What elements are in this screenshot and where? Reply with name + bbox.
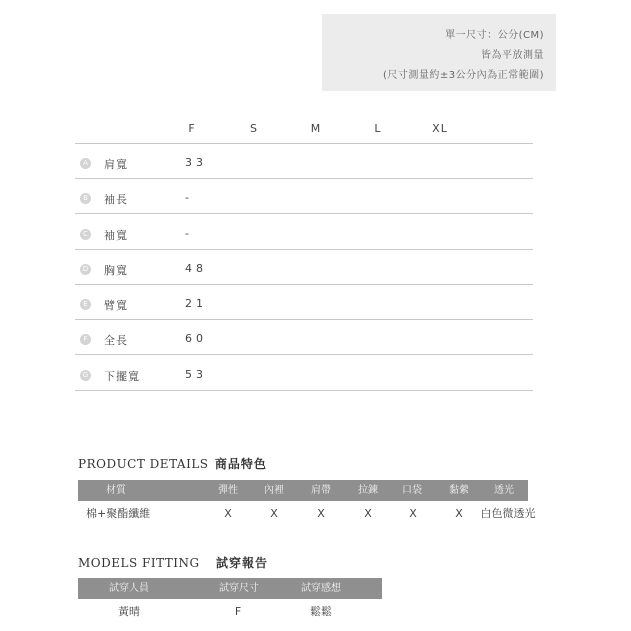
table-divider [75,143,533,144]
row-value: - [185,227,193,240]
row-badge: A [80,158,91,169]
row-badge: G [80,370,91,381]
table-divider [75,390,533,391]
models-fitting-title [78,554,268,571]
models-fitting-title-en: MODELS FITTING [78,556,200,570]
table-divider [75,284,533,285]
row-label: 臂寬 [104,299,128,312]
pd-header-cell: 肩帶 [311,485,331,496]
row-label: 袖長 [104,193,128,206]
row-badge: F [80,334,91,345]
product-details-title-zh: 商品特色 [214,457,267,471]
pd-header-cell: 內裡 [264,485,284,496]
table-divider [75,178,533,179]
pd-value-cell: X [270,507,278,520]
row-badge: D [80,264,91,275]
product-details-row [0,506,631,522]
size-header-cell: L [374,122,382,135]
size-row [0,261,631,281]
pd-value-cell: X [224,507,232,520]
size-row [0,331,631,351]
size-row [0,155,631,175]
product-details-header [78,480,528,501]
table-divider [75,354,533,355]
pd-value-cell: X [364,507,372,520]
size-row [0,296,631,316]
pd-value-cell: 棉+聚酯纖維 [86,507,151,520]
product-details-title [78,455,267,472]
row-badge: E [80,299,91,310]
row-label: 肩寬 [104,158,128,171]
pd-header-cell: 黏縈 [449,485,469,496]
size-header-cell: XL [432,122,448,135]
note-tolerance: (尺寸測量約±3公分內為正常範圍) [382,70,544,81]
models-fitting-header [78,578,382,599]
size-header-cell: M [310,122,322,135]
note-unit: 單一尺寸：公分(CM) [445,30,544,41]
row-value: - [185,191,193,204]
row-value: 33 [185,156,207,169]
size-table-header [0,122,631,138]
pd-header-cell: 透光 [494,485,514,496]
models-fitting-row [0,604,631,620]
row-label: 全長 [104,334,128,347]
row-badge: C [80,229,91,240]
row-label: 胸寬 [104,264,128,277]
pd-header-cell: 材質 [106,485,126,496]
size-row [0,190,631,210]
size-row [0,367,631,387]
size-header-cell: F [188,122,196,135]
row-label: 袖寬 [104,229,128,242]
row-value: 60 [185,332,207,345]
pd-header-cell: 口袋 [402,485,422,496]
row-value: 21 [185,297,207,310]
table-divider [75,249,533,250]
mf-value-cell: 鬆鬆 [310,605,332,618]
pd-value-cell: X [455,507,463,520]
size-header-cell: S [250,122,258,135]
table-divider [75,319,533,320]
row-value: 53 [185,368,207,381]
mf-header-cell: 試穿人員 [109,583,149,594]
pd-header-cell: 彈性 [218,485,238,496]
measurement-note [322,14,556,91]
pd-value-cell: X [409,507,417,520]
mf-header-cell: 試穿尺寸 [219,583,259,594]
mf-value-cell: F [234,605,242,618]
pd-value-cell: 白色微透光 [480,507,536,520]
row-label: 下擺寬 [104,370,140,383]
mf-header-cell: 試穿感想 [301,583,341,594]
pd-value-cell: X [317,507,325,520]
pd-header-cell: 拉鍊 [358,485,378,496]
mf-value-cell: 黃晴 [118,605,140,618]
row-value: 48 [185,262,207,275]
table-divider [75,213,533,214]
row-badge: B [80,193,91,204]
models-fitting-title-zh: 試穿報告 [215,556,268,570]
product-details-title-en: PRODUCT DETAILS [78,457,209,471]
size-row [0,226,631,246]
note-method: 皆為平放測量 [481,50,544,61]
